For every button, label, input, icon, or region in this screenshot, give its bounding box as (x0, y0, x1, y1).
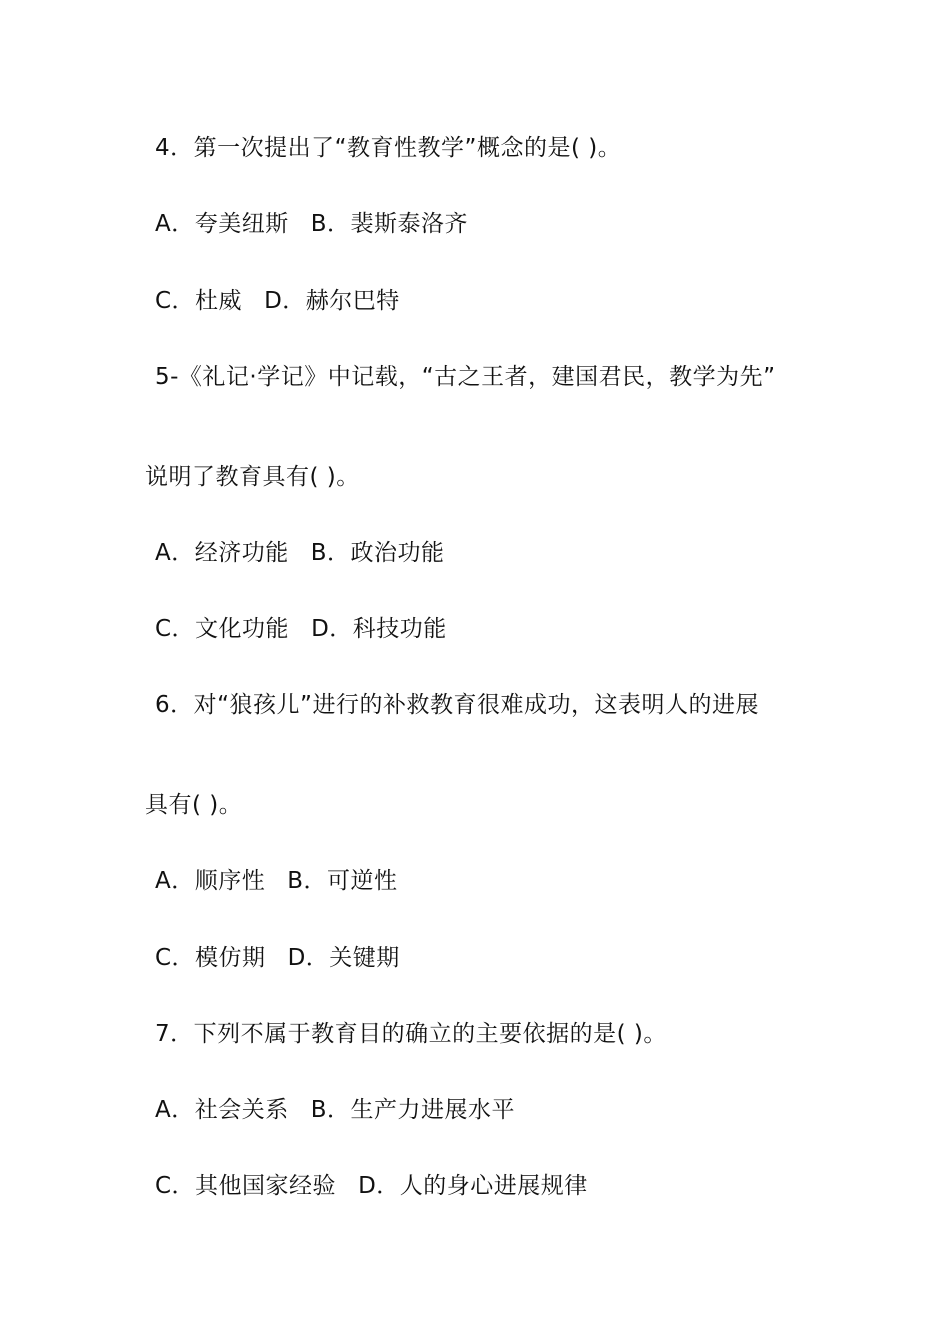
question-5-stem-line-2 (145, 462, 360, 492)
question-7-options-row-2 (155, 1171, 588, 1201)
question-6-stem-line-1 (155, 690, 759, 720)
option-a: A．顺序性 (155, 868, 266, 894)
option-c: C．文化功能 (155, 616, 290, 642)
question-5-options-row-1 (155, 538, 445, 568)
option-b: B．可逆性 (287, 868, 398, 894)
question-stem-text: 6．对“狼孩儿”进行的补救教育很难成功，这表明人的进展 (155, 692, 759, 718)
option-d: D．关键期 (287, 945, 400, 971)
question-6-stem-line-2 (145, 790, 242, 820)
option-a: A．经济功能 (155, 540, 289, 566)
question-stem-text: 具有( )。 (145, 792, 243, 818)
option-d: D．赫尔巴特 (264, 288, 400, 314)
question-7-options-row-1 (155, 1095, 515, 1125)
option-d: D．人的身心进展规律 (358, 1173, 588, 1199)
option-b: B．裴斯泰洛齐 (310, 211, 469, 237)
option-c: C．模仿期 (155, 945, 266, 971)
option-a: A．社会关系 (155, 1097, 289, 1123)
question-4-stem (155, 133, 621, 163)
question-stem-text: 说明了教育具有( )。 (145, 464, 360, 490)
question-5-stem-line-1 (155, 362, 776, 392)
option-d: D．科技功能 (311, 616, 447, 642)
question-4-options-row-2 (155, 286, 400, 316)
option-c: C．杜威 (155, 288, 243, 314)
option-b: B．政治功能 (310, 540, 445, 566)
question-6-options-row-2 (155, 943, 400, 973)
question-6-options-row-1 (155, 866, 398, 896)
question-7-stem (155, 1019, 667, 1049)
option-a: A．夸美纽斯 (155, 211, 289, 237)
option-b: B．生产力进展水平 (310, 1097, 516, 1123)
question-5-options-row-2 (155, 614, 447, 644)
question-stem-text: 5-《礼记·学记》中记载，“古之王者，建国君民，教学为先” (155, 364, 776, 390)
question-4-options-row-1 (155, 209, 468, 239)
question-stem-text: 4．第一次提出了“教育性教学”概念的是( )。 (155, 135, 622, 161)
option-c: C．其他国家经验 (155, 1173, 337, 1199)
question-stem-text: 7．下列不属于教育目的确立的主要依据的是( )。 (155, 1021, 667, 1047)
